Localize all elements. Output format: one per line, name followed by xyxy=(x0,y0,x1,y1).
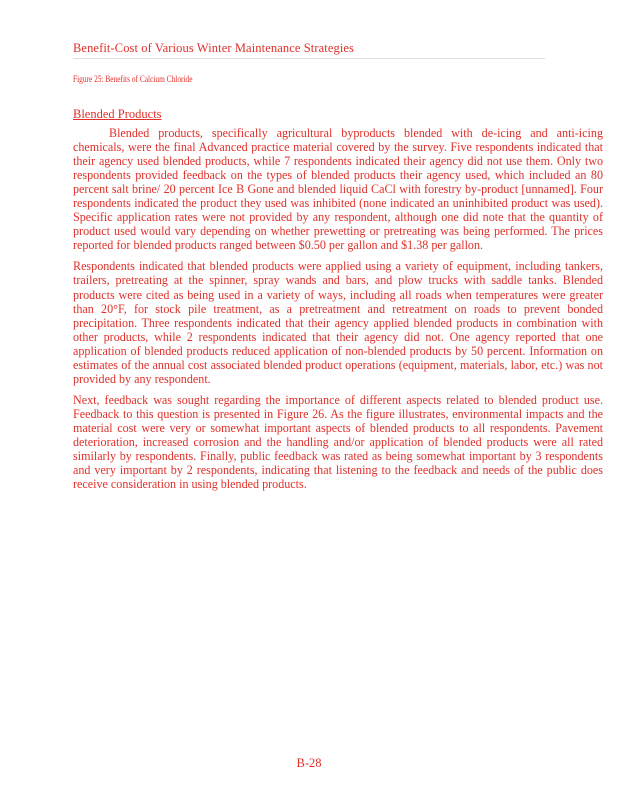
page-number: B-28 xyxy=(296,756,322,770)
figure-caption: Figure 25: Benefits of Calcium Chloride xyxy=(73,74,193,84)
header-rule xyxy=(73,58,545,59)
body-text xyxy=(73,126,603,498)
running-header: Benefit-Cost of Various Winter Maintenance Strategies xyxy=(73,41,355,55)
paragraph-1: Blended products, specifically agricultural byproducts blended with de-icing and anti-icing chemicals, were the final Advanced practice material covered by the survey. Five respondents indicated that their agency used blended products, while 7 respondents indicated their agency did not use them. Only two respondents provided feedback on the types of blended products their agency used, which included an 80 percent salt brine/ 20 percent Ice B Gone and blended liquid CaCl with forestry by-product [unnamed]. Four respondents indicated the product they used was inhibited (none indicated an uninhibited product was used). Specific application rates were not provided by any respondent, although one did note that the quantity of product used would vary depending on whether prewetting or pretreating was being performed. The prices reported for blended products ranged between $0.50 per gallon and $1.38 per gallon. xyxy=(73,126,603,253)
paragraph-2: Respondents indicated that blended products were applied using a variety of equipment, including tankers, trailers, pretreating at the spinner, spray wands and bars, and plow trucks with saddle tanks. Blended products were cited as being used in a variety of ways, including all roads when temperatures were greater than 20°F, for stock pile treatment, as a pretreatment and retreatment on roads to prevent bonded precipitation. Three respondents indicated that their agency applied blended products in combination with other products, while 2 respondents indicated that their agency did not. One agency reported that one application of blended products reduced application of non-blended products by 50 percent. Information on estimates of the annual cost associated blended product operations (equipment, materials, labor, etc.) was not provided by any respondent. xyxy=(73,259,603,386)
section-heading: Blended Products xyxy=(73,107,162,121)
paragraph-3: Next, feedback was sought regarding the importance of different aspects related to blended product use. Feedback to this question is presented in Figure 26. As the figure illustrates, environmental impacts and the material cost were very or somewhat important aspects of blended products to all respondents. Pavement deterioration, increased corrosion and the handling and/or application of blended products were all rated similarly by respondents. Finally, public feedback was rated as being somewhat important by 3 respondents and very important by 2 respondents, indicating that listening to the feedback and needs of the public does receive consideration in using blended products. xyxy=(73,392,603,492)
